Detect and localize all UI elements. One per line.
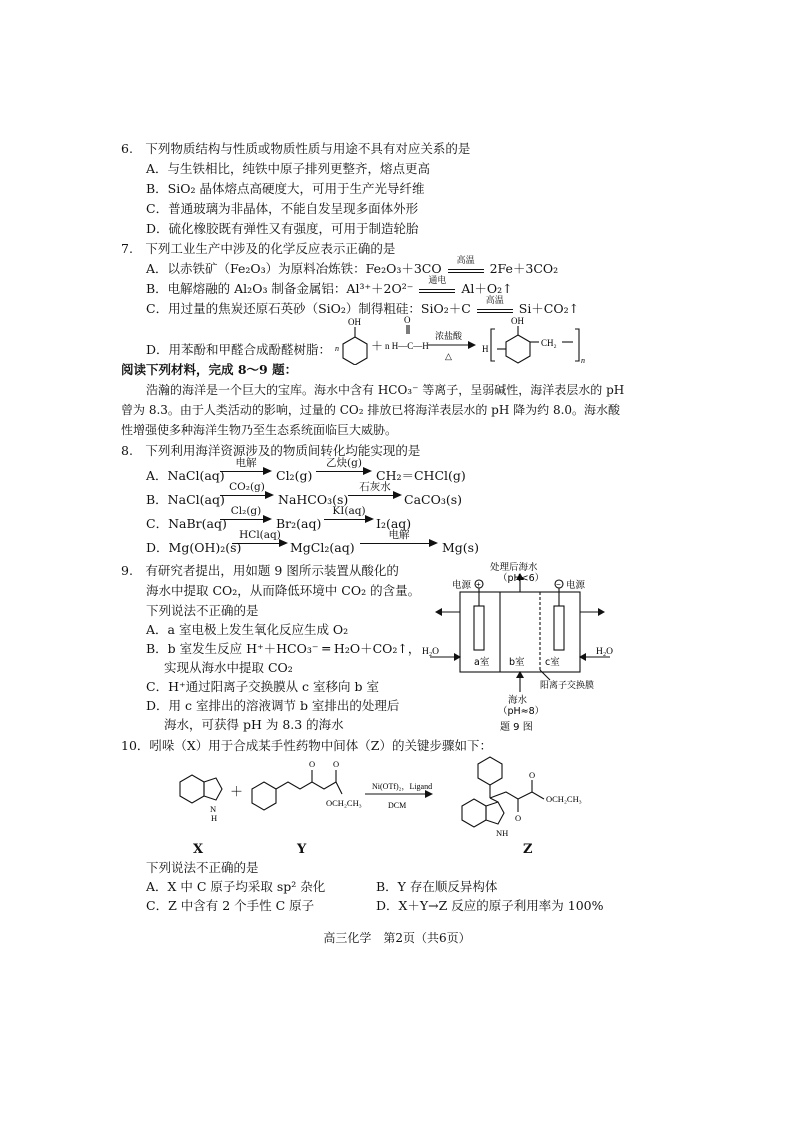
- page-footer: 高三化学 第2页（共6页）: [323, 931, 471, 945]
- q7-option-a: [146, 255, 559, 277]
- formaldehyde-o: O: [404, 315, 411, 325]
- fig-seawater-1: 海水: [508, 695, 528, 706]
- z-ester-label: OCH₂CH₃: [546, 794, 582, 804]
- plus-sign: ＋: [371, 339, 384, 353]
- q8-b-start: B．NaCl(aq): [146, 492, 225, 507]
- q6-option-d: D．硫化橡胶既有弹性又有强度，可用于制造轮胎: [146, 221, 419, 236]
- q8-b-end: CaCO₃(s): [404, 492, 463, 507]
- q9-option-d-2: 海水，可获得 pH 为 8.3 的海水: [164, 717, 344, 732]
- q8-b-mid: NaHCO₃(s): [278, 492, 349, 507]
- q7-option-b: [146, 275, 513, 297]
- q7-a-left: A．以赤铁矿（Fe₂O₃）为原料冶炼铁：Fe₂O₃＋3CO: [146, 261, 442, 276]
- label-y: Y: [297, 842, 307, 857]
- plus-terminal-icon: +: [476, 580, 481, 589]
- q10-option-c: C．Z 中含有 2 个手性 C 原子: [146, 898, 315, 913]
- resin-h: H: [482, 344, 489, 354]
- passage-line-1: 浩瀚的海洋是一个巨大的宝库。海水中含有 HCO₃⁻ 等离子，呈弱碱性，海洋表层水的 pH: [146, 383, 625, 397]
- fig-room-b: b室: [509, 657, 525, 668]
- q10-stem: 10．吲哚（X）用于合成某手性药物中间体（Z）的关键步骤如下：: [121, 738, 492, 753]
- q8-c-arrow-1: Cl₂(g): [220, 506, 272, 528]
- resin-n: n: [581, 356, 585, 365]
- z-nh-label: NH: [496, 828, 509, 838]
- q8-b-arrow-2: 石灰水: [348, 482, 402, 504]
- passage-intro: 阅读下列材料，完成 8～9 题：: [121, 362, 298, 377]
- q8-d-arrow-2: 电解: [360, 530, 438, 552]
- q10-option-d: D．X＋Y→Z 反应的原子利用率为 100%: [376, 898, 604, 913]
- q8-c-mid: Br₂(aq): [276, 516, 322, 531]
- phenol-n: n: [335, 344, 339, 353]
- q8-c-arrow-2: KI(aq): [324, 506, 374, 528]
- condition-top: 浓盐酸: [435, 331, 463, 341]
- q7-b-eq-sign: [417, 275, 457, 297]
- q10-option-b: B．Y 存在顺反异构体: [376, 879, 498, 894]
- resin-oh: OH: [511, 316, 524, 326]
- q10-option-a: A．X 中 C 原子均采取 sp² 杂化: [146, 879, 326, 894]
- solvent-label: DCM: [388, 801, 407, 810]
- z-phenyl-ring: [478, 757, 502, 785]
- q7-c-condition: 高温: [485, 295, 504, 306]
- q7-c-right: Si＋CO₂↑: [518, 301, 580, 316]
- minus-terminal-icon: −: [556, 580, 561, 589]
- q6-option-b: B．SiO₂ 晶体熔点高硬度大，可用于生产光导纤维: [146, 181, 425, 196]
- q9-stem-1: 9. 有研究者提出，用如题 9 图所示装置从酸化的: [121, 563, 399, 578]
- q8-c-end: I₂(aq): [376, 516, 412, 531]
- fig-top-label-1: 处理后海水: [490, 562, 538, 573]
- q8-b-arrow-1: CO₂(g): [220, 482, 274, 504]
- q7-b-condition: 通电: [428, 275, 447, 286]
- x-nh-label: N: [210, 804, 217, 814]
- q6-stem: 6. 下列物质结构与性质或物质性质与用途不具有对应关系的是: [121, 141, 471, 156]
- y-ester-label: OCH₂CH₃: [326, 798, 362, 808]
- resin-ring: [506, 335, 530, 363]
- q6-option-c: C．普通玻璃为非晶体，不能自发呈现多面体外形: [146, 201, 419, 216]
- q9-option-a: A．a 室电极上发生氧化反应生成 O₂: [146, 622, 349, 637]
- resin-ch2: CH₂: [541, 338, 557, 348]
- q7-b-right: Al＋O₂↑: [461, 281, 513, 296]
- passage-line-2: 曾为 8.3。由于人类活动的影响，过量的 CO₂ 排放已将海洋表层水的 pH 降为约 8.0。海水酸: [121, 403, 621, 417]
- q8-d-end: Mg(s): [442, 540, 479, 555]
- q7-a-right: 2Fe＋3CO₂: [489, 261, 559, 276]
- x-h-label: H: [211, 813, 218, 823]
- phenol-ring: [343, 337, 367, 365]
- fig-room-c: c室: [545, 657, 560, 668]
- q9-option-d-1: D．用 c 室排出的溶液调节 b 室排出的处理后: [146, 698, 400, 713]
- y-o-label: O: [309, 759, 316, 769]
- q7-option-d: D．用苯酚和甲醛合成酚醛树脂：: [146, 342, 332, 357]
- q9-option-c: C．H⁺通过阳离子交换膜从 c 室移向 b 室: [146, 679, 379, 694]
- q9-stem-2: 海水中提取 CO₂，从而降低环境中 CO₂ 的含量。: [146, 583, 421, 598]
- q8-d-arrow-1: HCl(aq): [232, 530, 288, 552]
- fig-h2o-left: H₂O: [422, 647, 440, 657]
- fig-seawater-2: （pH≈8）: [498, 706, 545, 717]
- indole-benzene-ring: [180, 775, 204, 803]
- fig-h2o-right: H₂O: [596, 647, 614, 657]
- q8-d-mid: MgCl₂(aq): [290, 540, 355, 555]
- q6-option-a: A．与生铁相比，纯铁中原子排列更整齐，熔点更高: [146, 161, 431, 176]
- y-o2-label: O: [333, 759, 340, 769]
- formaldehyde: n H—C—H: [385, 341, 429, 351]
- label-x: X: [193, 842, 204, 857]
- q7-stem: 7. 下列工业生产中涉及的化学反应表示正确的是: [121, 241, 396, 256]
- catalyst-label: Ni(OTf)₂，Ligand: [372, 782, 433, 791]
- q8-a-start: A．NaCl(aq): [146, 468, 225, 483]
- electrolysis-cell-diagram: [420, 562, 620, 734]
- fig-membrane: 阳离子交换膜: [540, 681, 595, 691]
- q7-a-condition: 高温: [456, 255, 475, 266]
- q10-substem: 下列说法不正确的是: [146, 860, 259, 875]
- q8-d-start: D．Mg(OH)₂(s): [146, 540, 242, 555]
- q7-b-left: B．电解熔融的 Al₂O₃ 制备金属铝：Al³⁺＋2O²⁻: [146, 281, 414, 296]
- z-o2-label: O: [515, 813, 522, 823]
- z-o-label: O: [529, 770, 536, 780]
- q8-c-start: C．NaBr(aq): [146, 516, 227, 531]
- passage-line-3: 性增强使多种海洋生物乃至生态系统面临巨大威胁。: [121, 423, 398, 437]
- indole-reaction-scheme: [160, 756, 640, 856]
- fig-top-label-2: （pH<6）: [498, 573, 545, 584]
- q8-a-mid: Cl₂(g): [276, 468, 313, 483]
- label-z: Z: [523, 842, 533, 857]
- fig-room-a: a室: [474, 657, 490, 668]
- q8-a-arrow-1: 电解: [220, 458, 272, 480]
- fig-source-right: 电源: [566, 580, 586, 591]
- q9-option-b-1: B．b 室发生反应 H⁺＋HCO₃⁻ ═ H₂O＋CO₂↑，: [146, 641, 421, 656]
- q8-a-end: CH₂＝CHCl(g): [376, 468, 466, 483]
- y-phenyl-ring: [252, 782, 276, 810]
- q8-a-arrow-2: 乙炔(g): [316, 458, 372, 480]
- fig-caption: 题 9 图: [500, 722, 533, 733]
- q7-c-left: C．用过量的焦炭还原石英砂（SiO₂）制得粗硅：SiO₂＋C: [146, 301, 471, 316]
- fig-source-left: 电源: [452, 580, 472, 591]
- q9-stem-3: 下列说法不正确的是: [146, 603, 259, 618]
- phenol-oh: OH: [348, 317, 361, 327]
- phenol-formaldehyde-equation: [325, 315, 595, 365]
- condition-bottom: △: [445, 351, 452, 361]
- q8-stem: 8. 下列利用海洋资源涉及的物质间转化均能实现的是: [121, 443, 421, 458]
- q9-option-b-2: 实现从海水中提取 CO₂: [164, 660, 293, 675]
- z-indole-ring: [462, 799, 486, 827]
- q7-a-eq-sign: [446, 255, 486, 277]
- reaction-plus: ＋: [230, 784, 244, 799]
